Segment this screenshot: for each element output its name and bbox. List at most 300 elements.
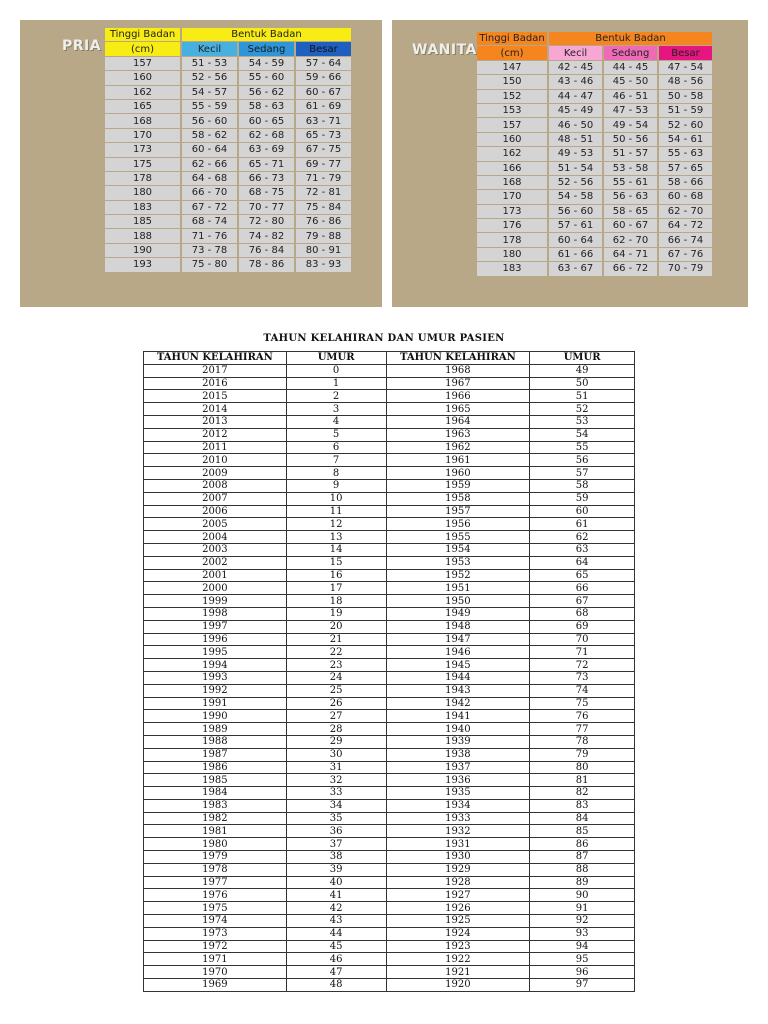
table-row <box>144 607 635 620</box>
table-cell: 1945 <box>386 659 530 672</box>
table-row <box>477 190 712 203</box>
table-cell: 81 <box>530 774 635 787</box>
table-cell: 1949 <box>386 607 530 620</box>
table-cell: 10 <box>286 492 386 505</box>
table-cell: 1973 <box>144 927 287 940</box>
table-cell: 56 <box>530 454 635 467</box>
table-cell: 51 - 53 <box>182 57 237 70</box>
table-cell: 87 <box>530 851 635 864</box>
table-cell: 1951 <box>386 582 530 595</box>
table-cell: 70 <box>530 633 635 646</box>
table-row <box>477 133 712 146</box>
table-cell: 2001 <box>144 569 287 582</box>
table-cell: 2011 <box>144 441 287 454</box>
table-cell: 51 - 57 <box>604 147 657 160</box>
table-cell: 54 - 57 <box>182 86 237 99</box>
table-row <box>144 364 635 377</box>
table-cell: 12 <box>286 518 386 531</box>
table-row <box>144 876 635 889</box>
table-cell: 160 <box>105 71 180 84</box>
table-row <box>477 248 712 261</box>
table-cell: 89 <box>530 876 635 889</box>
table-row <box>144 377 635 390</box>
table-cell: 66 - 73 <box>239 172 294 185</box>
table-row <box>105 258 351 271</box>
table-cell: 77 <box>530 723 635 736</box>
pria-panel <box>20 20 382 307</box>
table-cell: 62 - 66 <box>182 158 237 171</box>
table-cell: 1997 <box>144 620 287 633</box>
table-cell: 58 - 62 <box>182 129 237 142</box>
table-cell: 2006 <box>144 505 287 518</box>
table-cell: 1934 <box>386 799 530 812</box>
table-cell: 48 - 51 <box>549 133 602 146</box>
table-cell: 5 <box>286 428 386 441</box>
table-cell: 150 <box>477 75 547 88</box>
table-cell: 6 <box>286 441 386 454</box>
table-cell: 78 - 86 <box>239 258 294 271</box>
table-row <box>144 799 635 812</box>
table-cell: 54 - 58 <box>549 190 602 203</box>
pria-table <box>103 27 353 273</box>
table-cell: 1983 <box>144 799 287 812</box>
table-row <box>477 147 712 160</box>
table-cell: 180 <box>105 186 180 199</box>
table-cell: 64 - 68 <box>182 172 237 185</box>
table-row <box>144 735 635 748</box>
table-row <box>105 114 351 127</box>
table-cell: 2008 <box>144 479 287 492</box>
wanita-label: WANITA <box>412 42 477 58</box>
table-cell: 56 - 63 <box>604 190 657 203</box>
table-cell: 193 <box>105 258 180 271</box>
table-cell: 1926 <box>386 902 530 915</box>
table-cell: 2003 <box>144 543 287 556</box>
table-row <box>105 215 351 228</box>
table-cell: 170 <box>105 129 180 142</box>
table-cell: 2015 <box>144 390 287 403</box>
table-cell: 2005 <box>144 518 287 531</box>
table-row <box>105 172 351 185</box>
table-row <box>144 851 635 864</box>
table-cell: 9 <box>286 479 386 492</box>
table-cell: 76 <box>530 710 635 723</box>
table-cell: 67 - 75 <box>296 143 351 156</box>
table-cell: 51 <box>530 390 635 403</box>
table-cell: 60 - 64 <box>549 233 602 246</box>
table-cell: 56 - 62 <box>239 86 294 99</box>
table-row <box>105 244 351 257</box>
table-cell: 1946 <box>386 646 530 659</box>
table-cell: 54 - 61 <box>659 133 712 146</box>
table-row <box>144 492 635 505</box>
table-row <box>144 863 635 876</box>
table-cell: 91 <box>530 902 635 915</box>
table-cell: 43 <box>286 915 386 928</box>
table-cell: 1 <box>286 377 386 390</box>
table-row <box>144 710 635 723</box>
table-row <box>144 748 635 761</box>
table-cell: 1950 <box>386 595 530 608</box>
table-cell: 66 - 72 <box>604 262 657 275</box>
table-cell: 3 <box>286 403 386 416</box>
table-cell: 63 <box>530 543 635 556</box>
table-cell: 1921 <box>386 966 530 979</box>
table-cell: 1986 <box>144 761 287 774</box>
table-cell: 79 <box>530 748 635 761</box>
table-row <box>144 723 635 736</box>
table-row <box>477 219 712 232</box>
table-cell: 54 <box>530 428 635 441</box>
table-cell: 1972 <box>144 940 287 953</box>
table-row <box>144 415 635 428</box>
table-cell: 58 - 66 <box>659 176 712 189</box>
table-row <box>144 979 635 992</box>
table-cell: 1939 <box>386 735 530 748</box>
pria-header-besar: Besar <box>296 42 351 55</box>
table-row <box>144 595 635 608</box>
table-cell: 42 - 45 <box>549 61 602 74</box>
table-cell: 1935 <box>386 787 530 800</box>
table-cell: 7 <box>286 454 386 467</box>
age-header-tahun-2: TAHUN KELAHIRAN <box>386 352 530 365</box>
table-cell: 1932 <box>386 825 530 838</box>
age-header-umur-1: UMUR <box>286 352 386 365</box>
table-row <box>144 927 635 940</box>
table-cell: 1941 <box>386 710 530 723</box>
table-cell: 74 - 82 <box>239 229 294 242</box>
table-row <box>477 75 712 88</box>
table-cell: 80 <box>530 761 635 774</box>
table-cell: 1968 <box>386 364 530 377</box>
table-cell: 1925 <box>386 915 530 928</box>
table-row <box>105 229 351 242</box>
table-cell: 1965 <box>386 403 530 416</box>
table-row <box>144 531 635 544</box>
table-row <box>477 205 712 218</box>
age-body <box>144 364 635 991</box>
table-cell: 74 <box>530 684 635 697</box>
table-row <box>144 953 635 966</box>
table-cell: 58 <box>530 479 635 492</box>
table-cell: 45 <box>286 940 386 953</box>
wanita-header-cm: (cm) <box>477 46 547 59</box>
table-row <box>477 162 712 175</box>
table-cell: 175 <box>105 158 180 171</box>
table-cell: 71 - 76 <box>182 229 237 242</box>
table-cell: 60 <box>530 505 635 518</box>
table-row <box>105 57 351 70</box>
table-cell: 1971 <box>144 953 287 966</box>
table-row <box>144 428 635 441</box>
table-cell: 1933 <box>386 812 530 825</box>
table-cell: 1967 <box>386 377 530 390</box>
table-row <box>144 518 635 531</box>
table-cell: 84 <box>530 812 635 825</box>
table-cell: 1929 <box>386 863 530 876</box>
table-cell: 2013 <box>144 415 287 428</box>
table-row <box>144 684 635 697</box>
table-cell: 88 <box>530 863 635 876</box>
table-cell: 178 <box>477 233 547 246</box>
age-header-tahun-1: TAHUN KELAHIRAN <box>144 352 287 365</box>
table-cell: 13 <box>286 531 386 544</box>
table-cell: 63 - 69 <box>239 143 294 156</box>
table-cell: 1974 <box>144 915 287 928</box>
table-cell: 60 - 67 <box>604 219 657 232</box>
table-cell: 1978 <box>144 863 287 876</box>
table-cell: 68 - 74 <box>182 215 237 228</box>
table-cell: 69 - 77 <box>296 158 351 171</box>
table-cell: 1996 <box>144 633 287 646</box>
table-cell: 64 <box>530 556 635 569</box>
table-cell: 80 - 91 <box>296 244 351 257</box>
table-cell: 67 - 76 <box>659 248 712 261</box>
table-cell: 1993 <box>144 671 287 684</box>
table-cell: 49 <box>530 364 635 377</box>
table-cell: 168 <box>105 114 180 127</box>
table-cell: 22 <box>286 646 386 659</box>
table-cell: 63 - 71 <box>296 114 351 127</box>
table-cell: 176 <box>477 219 547 232</box>
table-cell: 54 - 59 <box>239 57 294 70</box>
table-cell: 2 <box>286 390 386 403</box>
table-cell: 71 <box>530 646 635 659</box>
table-cell: 46 <box>286 953 386 966</box>
table-row <box>144 543 635 556</box>
table-cell: 1982 <box>144 812 287 825</box>
table-cell: 157 <box>477 118 547 131</box>
table-cell: 1952 <box>386 569 530 582</box>
pria-label: PRIA <box>62 38 102 54</box>
age-header-umur-2: UMUR <box>530 352 635 365</box>
table-cell: 1954 <box>386 543 530 556</box>
table-row <box>144 787 635 800</box>
table-cell: 1948 <box>386 620 530 633</box>
table-cell: 2014 <box>144 403 287 416</box>
pria-header-cm: (cm) <box>105 42 180 55</box>
table-cell: 28 <box>286 723 386 736</box>
table-cell: 43 - 46 <box>549 75 602 88</box>
table-row <box>144 966 635 979</box>
wanita-header-bentuk: Bentuk Badan <box>549 32 712 45</box>
table-cell: 17 <box>286 582 386 595</box>
table-cell: 166 <box>477 162 547 175</box>
wanita-header-sedang: Sedang <box>604 46 657 59</box>
table-row <box>144 812 635 825</box>
table-cell: 1998 <box>144 607 287 620</box>
table-row <box>105 186 351 199</box>
table-cell: 64 - 72 <box>659 219 712 232</box>
table-cell: 59 - 66 <box>296 71 351 84</box>
table-cell: 2009 <box>144 467 287 480</box>
table-cell: 1994 <box>144 659 287 672</box>
table-row <box>477 262 712 275</box>
table-cell: 94 <box>530 940 635 953</box>
table-cell: 14 <box>286 543 386 556</box>
table-cell: 66 - 74 <box>659 233 712 246</box>
table-cell: 62 <box>530 531 635 544</box>
table-cell: 60 - 65 <box>239 114 294 127</box>
table-row <box>144 659 635 672</box>
table-cell: 50 - 58 <box>659 90 712 103</box>
table-row <box>105 71 351 84</box>
table-cell: 1988 <box>144 735 287 748</box>
table-cell: 1924 <box>386 927 530 940</box>
table-cell: 40 <box>286 876 386 889</box>
table-row <box>477 90 712 103</box>
table-cell: 42 <box>286 902 386 915</box>
table-cell: 2017 <box>144 364 287 377</box>
table-cell: 1985 <box>144 774 287 787</box>
table-row <box>477 233 712 246</box>
table-cell: 67 - 72 <box>182 201 237 214</box>
table-row <box>144 467 635 480</box>
table-cell: 157 <box>105 57 180 70</box>
table-cell: 44 <box>286 927 386 940</box>
table-cell: 2007 <box>144 492 287 505</box>
table-cell: 1964 <box>386 415 530 428</box>
table-cell: 147 <box>477 61 547 74</box>
table-cell: 57 - 61 <box>549 219 602 232</box>
table-cell: 92 <box>530 915 635 928</box>
table-cell: 1937 <box>386 761 530 774</box>
table-cell: 44 - 47 <box>549 90 602 103</box>
table-cell: 1944 <box>386 671 530 684</box>
table-cell: 153 <box>477 104 547 117</box>
table-cell: 90 <box>530 889 635 902</box>
table-cell: 56 - 60 <box>182 114 237 127</box>
table-cell: 188 <box>105 229 180 242</box>
table-cell: 27 <box>286 710 386 723</box>
table-cell: 52 - 56 <box>182 71 237 84</box>
table-cell: 1953 <box>386 556 530 569</box>
table-cell: 20 <box>286 620 386 633</box>
table-cell: 68 <box>530 607 635 620</box>
table-cell: 24 <box>286 671 386 684</box>
table-cell: 55 - 61 <box>604 176 657 189</box>
table-cell: 1928 <box>386 876 530 889</box>
table-row <box>105 100 351 113</box>
table-cell: 30 <box>286 748 386 761</box>
table-cell: 73 - 78 <box>182 244 237 257</box>
table-cell: 46 - 51 <box>604 90 657 103</box>
table-row <box>105 129 351 142</box>
table-cell: 63 - 67 <box>549 262 602 275</box>
table-cell: 51 - 54 <box>549 162 602 175</box>
table-cell: 55 <box>530 441 635 454</box>
table-cell: 51 - 59 <box>659 104 712 117</box>
table-row <box>105 158 351 171</box>
age-table-title: TAHUN KELAHIRAN DAN UMUR PASIEN <box>263 333 505 344</box>
table-cell: 29 <box>286 735 386 748</box>
table-cell: 1958 <box>386 492 530 505</box>
table-cell: 70 - 77 <box>239 201 294 214</box>
table-cell: 23 <box>286 659 386 672</box>
table-cell: 1995 <box>144 646 287 659</box>
table-cell: 60 - 64 <box>182 143 237 156</box>
table-cell: 53 - 58 <box>604 162 657 175</box>
pria-header-kecil: Kecil <box>182 42 237 55</box>
table-row <box>144 774 635 787</box>
table-cell: 1931 <box>386 838 530 851</box>
table-cell: 76 - 86 <box>296 215 351 228</box>
table-cell: 160 <box>477 133 547 146</box>
table-cell: 55 - 60 <box>239 71 294 84</box>
table-row <box>477 176 712 189</box>
table-cell: 47 - 53 <box>604 104 657 117</box>
table-row <box>144 505 635 518</box>
table-cell: 75 <box>530 697 635 710</box>
table-cell: 57 - 64 <box>296 57 351 70</box>
table-cell: 183 <box>477 262 547 275</box>
table-cell: 86 <box>530 838 635 851</box>
table-cell: 26 <box>286 697 386 710</box>
table-cell: 32 <box>286 774 386 787</box>
table-cell: 45 - 50 <box>604 75 657 88</box>
table-cell: 1977 <box>144 876 287 889</box>
table-cell: 183 <box>105 201 180 214</box>
table-cell: 62 - 70 <box>604 233 657 246</box>
table-cell: 165 <box>105 100 180 113</box>
table-cell: 61 - 69 <box>296 100 351 113</box>
table-cell: 2002 <box>144 556 287 569</box>
table-cell: 2000 <box>144 582 287 595</box>
table-cell: 2010 <box>144 454 287 467</box>
table-cell: 82 <box>530 787 635 800</box>
table-cell: 41 <box>286 889 386 902</box>
table-cell: 16 <box>286 569 386 582</box>
table-row <box>144 633 635 646</box>
table-cell: 1962 <box>386 441 530 454</box>
table-cell: 4 <box>286 415 386 428</box>
table-cell: 47 <box>286 966 386 979</box>
table-cell: 60 - 67 <box>296 86 351 99</box>
table-cell: 52 - 60 <box>659 118 712 131</box>
table-cell: 1943 <box>386 684 530 697</box>
table-cell: 34 <box>286 799 386 812</box>
table-row <box>144 915 635 928</box>
table-cell: 1992 <box>144 684 287 697</box>
table-cell: 1947 <box>386 633 530 646</box>
table-cell: 1957 <box>386 505 530 518</box>
table-cell: 58 - 65 <box>604 205 657 218</box>
table-cell: 68 - 75 <box>239 186 294 199</box>
table-cell: 85 <box>530 825 635 838</box>
table-cell: 1942 <box>386 697 530 710</box>
table-cell: 1920 <box>386 979 530 992</box>
table-cell: 72 - 80 <box>239 215 294 228</box>
table-cell: 59 <box>530 492 635 505</box>
table-cell: 37 <box>286 838 386 851</box>
table-cell: 49 - 54 <box>604 118 657 131</box>
table-cell: 162 <box>105 86 180 99</box>
table-cell: 1940 <box>386 723 530 736</box>
table-cell: 1970 <box>144 966 287 979</box>
table-cell: 50 - 56 <box>604 133 657 146</box>
table-row <box>105 86 351 99</box>
table-cell: 2016 <box>144 377 287 390</box>
table-cell: 18 <box>286 595 386 608</box>
table-cell: 1930 <box>386 851 530 864</box>
table-cell: 67 <box>530 595 635 608</box>
table-row <box>144 569 635 582</box>
table-row <box>144 441 635 454</box>
table-cell: 46 - 50 <box>549 118 602 131</box>
table-row <box>144 403 635 416</box>
table-row <box>144 838 635 851</box>
table-cell: 173 <box>105 143 180 156</box>
